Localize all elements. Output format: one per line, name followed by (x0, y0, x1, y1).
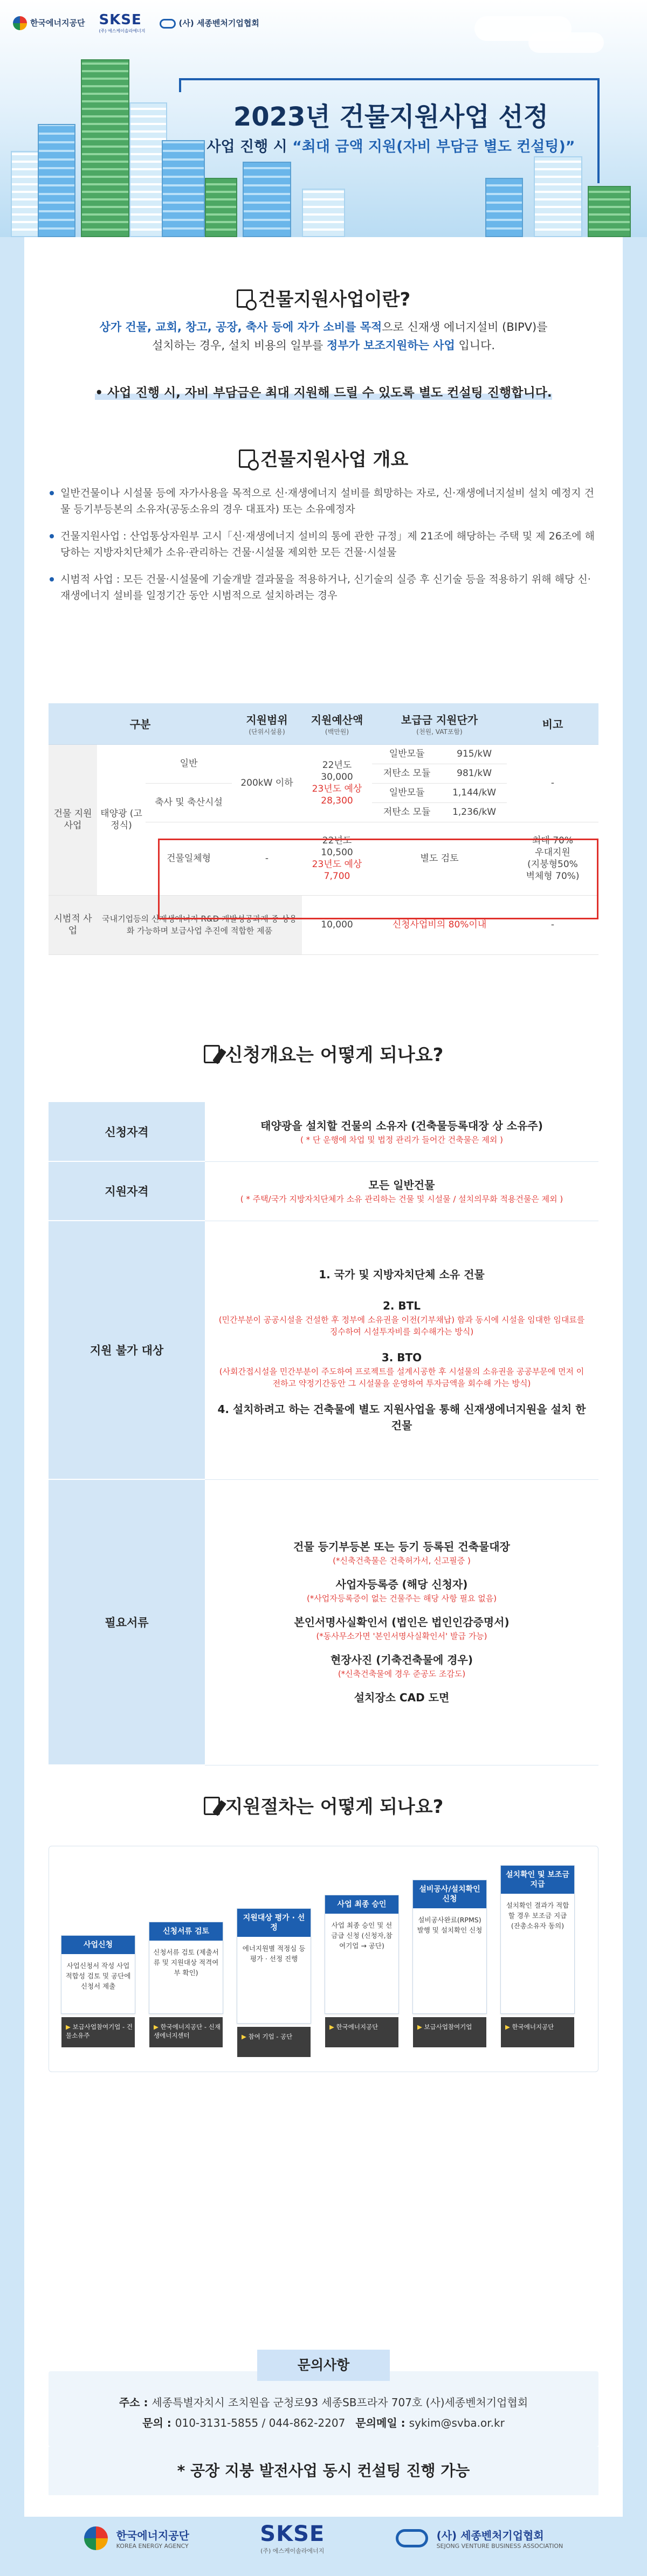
footer-logo-kea: 한국에너지공단 KOREA ENERGY AGENCY (84, 2526, 189, 2550)
contact-phone-email: 문의 : 010-3131-5855 / 044-862-2207 문의메일 : sykim@svba.or.kr (142, 2416, 505, 2429)
process-step: 사업 최종 승인 사업 최종 승인 및 선금급 신청 (신청자,참여기업 → 공단) ▶ 한국에너지공단 (325, 1895, 399, 2014)
list-item: 건물지원사업 : 산업통상자원부 고시「신·재생에너지 설비의 통에 관한 규정」제 21조에 해당하는 주택 및 제 26조에 해당하는 지방자치단체가 소유·관리하는 건물·시설물 제외한 모든 건물·시설물 (49, 528, 598, 560)
application-table (49, 1102, 598, 1765)
table-cell: - (507, 744, 598, 822)
table-cell: 일반모듈 (372, 783, 442, 802)
table-key: 지원자격 (49, 1161, 205, 1221)
document-search-icon (239, 449, 255, 468)
table-cell: 시범적 사업 (49, 895, 97, 954)
logo-kea: 한국에너지공단 (13, 16, 85, 30)
arrow-icon: ▶ (242, 2033, 249, 2040)
main-content-card (24, 237, 623, 2517)
logo-skse: SKSE (주) 에스케이솔라에너지 (99, 12, 146, 33)
cloud-decoration (528, 32, 604, 53)
list-item: 일반건물이나 시설물 등에 자가사용을 목적으로 신·재생에너지 설비를 희망하는 자로, 신·재생에너지설비 설치 예정지 건물 등기부등본의 소유자(공동소유의 경우 대표자) 또는 소유예정자 (49, 485, 598, 517)
header-logos (13, 12, 259, 34)
table-header: 지원예산액 (백만원) (302, 703, 372, 744)
header-banner (0, 0, 647, 237)
table-cell: 981/kW (442, 764, 507, 783)
table-header: 구분 (49, 703, 232, 744)
table-cell: 저탄소 모듈 (372, 802, 442, 822)
table-cell: 915/kW (442, 744, 507, 764)
table-cell: 태양광을 설치할 건물의 소유자 (건축물등록대장 상 소유주) ( * 단 운행에 차업 및 법정 관리가 들어간 건축물은 제외 ) (205, 1102, 598, 1161)
process-step: 신청서류 검토 신청서류 검토 (제출서류 및 지원대상 적격여부 확인) ▶ 한국에너지공단 - 신재생에너지센터 (149, 1922, 223, 2014)
excluded-item: 4. 설치하려고 하는 건축물에 별도 지원사업을 통해 신재생에너지원을 설치 한 건물 (217, 1403, 586, 1432)
table-cell: 모든 일반건물 ( * 주택/국가 지방자치단체가 소유 관리하는 건물 및 시설물 / 설치의무화 적용건물은 제외 ) (205, 1161, 598, 1221)
table-cell: - (507, 895, 598, 954)
table-cell: 건물 등기부등본 또는 등기 등록된 건축물대장 (*신축건축물은 건축허가서, 신고필증 ) 사업자등록증 (해당 신청자) (*사업자등록증이 없는 건물주는 해당 사항 필요 없음) 본인서명사실확인서 (법인은 법인인감증명서) (*동사무소가면 '본인서명사실확인서' 발급 가능) 현장사진 (기축건축물에 경우) (*신축건축물에 경우 준공도 조감도) 설치장소 CAD 도면 (205, 1479, 598, 1765)
process-diagram (49, 1846, 598, 2072)
contact-box (49, 2371, 598, 2447)
edit-note-icon (204, 1797, 220, 1815)
table-row (49, 1161, 598, 1221)
table-cell: 1. 국가 및 지방자치단체 소유 건물 2. BTL (민간부분이 공공시설을 건설한 후 정부에 소유권을 이전(기부채납) 함과 동시에 시설을 임대한 임대료를 징수하여 시설투자비를 회수해가는 방식) 3. BTO (사회간접시설을 민간부분이 주도하여 프로젝트를 설계시공한 후 시설물의 소유권을 공공부문에 먼저 이전하고 약정기간동안 그 시설물을 운영하여 투자금액을 회수해 가는 방식) 4. 설치하려고 하는 건축물에 별도 지원사업을 통해 신재생에너지원을 설치 한 건물 (205, 1221, 598, 1479)
table-cell: 별도 검토 (372, 822, 507, 895)
building-illustration (588, 186, 631, 237)
list-item: 시범적 사업 : 모든 건물·시설물에 기술개발 결과물을 적용하거나, 신기술의 실증 후 신기술 등을 적용하기 위해 해당 신·재생에너지 설비를 일정기간 동안 시범적으로 설치하려는 경우 (49, 571, 598, 604)
building-illustration (205, 178, 237, 237)
email-link[interactable]: sykim@svba.or.kr (409, 2416, 505, 2429)
process-step: 사업신청 사업신청서 작성 사업적합성 검토 및 공단에 신청서 제출 ▶ 보급사업참여기업 - 건물소유주 (61, 1935, 135, 2014)
process-section-title: 지원절차는 어떻게 되나요? (24, 1792, 623, 1818)
kea-logo-icon (84, 2526, 108, 2550)
arrow-icon: ▶ (329, 2023, 336, 2031)
table-cell: 일반모듈 (372, 744, 442, 764)
footer-logo-skse: SKSE (주) 에스케이솔라에너지 (260, 2522, 325, 2554)
excluded-item: 2. BTL (382, 1299, 421, 1312)
overview-section-title: 건물지원사업 개요 (24, 445, 623, 471)
table-cell: 저탄소 모듈 (372, 764, 442, 783)
doc-item: 설치장소 CAD 도면 (354, 1691, 450, 1704)
arrow-icon: ▶ (505, 2023, 512, 2031)
table-cell: 최대 70% 우대지원 (지붕형50% 벽체형 70%) (507, 822, 598, 895)
table-cell: 1,236/kW (442, 802, 507, 822)
footer-logos (49, 2506, 598, 2571)
svba-logo-icon (396, 2529, 428, 2547)
table-header: 비고 (507, 703, 598, 744)
table-cell: 축사 및 축산시설 (146, 783, 232, 822)
table-header: 보급금 지원단가 (천원, VAT포함) (372, 703, 507, 744)
table-cell: 건물 지원 사업 (49, 744, 97, 895)
table-cell: 200kW 이하 (232, 744, 302, 822)
table-cell: 국내기업등의 신재생에너지 R&D 개발성공과제 중 상용화 가능하며 보급사업 추진에 적합한 제품 (97, 895, 302, 954)
final-note: * 공장 지붕 발전사업 동시 컨설팅 진행 가능 (49, 2447, 598, 2495)
document-search-icon (237, 289, 253, 308)
table-row (49, 744, 598, 764)
table-cell: 태양광 (고정식) (97, 744, 146, 895)
doc-item: 현장사진 (기축건축물에 경우) (330, 1653, 473, 1666)
svba-logo-icon (160, 19, 176, 29)
application-section-title: 신청개요는 어떻게 되나요? (24, 1040, 623, 1067)
process-step: 설치확인 및 보조금 지급 설치확인 결과가 적합할 경우 보조금 지급 (잔총소유자 동의) ▶ 한국에너지공단 (500, 1865, 575, 2014)
logo-svba: (사) 세종벤처기업협회 (160, 17, 259, 29)
table-cell: 일반 (146, 744, 232, 783)
table-row (49, 1221, 598, 1479)
process-step: 설비공사/설치확인 신청 설비공사완료(RPMS) 발행 및 설치확인 신청 ▶ 보급사업참여기업 (412, 1880, 487, 2014)
building-illustration (302, 189, 345, 237)
doc-item: 사업자등록증 (해당 신청자) (335, 1578, 468, 1591)
building-illustration (38, 124, 75, 237)
page-title: 2023년 건물지원사업 선정 (233, 102, 549, 132)
table-row (49, 895, 598, 954)
table-cell: 건물일체형 (146, 822, 232, 895)
building-illustration (485, 178, 523, 237)
table-key: 필요서류 (49, 1479, 205, 1765)
arrow-icon: ▶ (417, 2023, 424, 2031)
excluded-item: 1. 국가 및 지방자치단체 소유 건물 (319, 1268, 485, 1281)
table-cell: 신청사업비의 80%이내 (372, 895, 507, 954)
table-cell: 1,144/kW (442, 783, 507, 802)
table-row (49, 1479, 598, 1765)
excluded-item: 3. BTO (381, 1351, 422, 1364)
building-illustration (81, 59, 129, 237)
contact-address: 주소 : 세종특별자치시 조치원읍 군청로93 세종SB프라자 707호 (사)세종벤처기업협회 (119, 2396, 528, 2409)
edit-note-icon (204, 1045, 220, 1063)
contact-label: 문의사항 (257, 2350, 390, 2381)
page-subtitle: 사업 진행 시 “최대 금액 지원(자비 부담금 별도 컨설팅)” (207, 139, 575, 155)
overview-list (49, 485, 598, 614)
arrow-icon: ▶ (66, 2023, 73, 2031)
table-key: 지원 불가 대상 (49, 1221, 205, 1479)
consulting-note: • 사업 진행 시, 자비 부담금은 최대 지원해 드릴 수 있도록 별도 컨설팅 진행합니다. (95, 386, 552, 400)
table-cell: 10,000 (302, 895, 372, 954)
footer-logo-svba: (사) 세종벤처기업협회 SEJONG VENTURE BUSINESS ASSOCIATION (396, 2527, 563, 2550)
table-header: 지원범위 (단위시설용) (232, 703, 302, 744)
table-key: 신청자격 (49, 1102, 205, 1161)
arrow-icon: ▶ (154, 2023, 161, 2031)
doc-item: 본인서명사실확인서 (법인은 법인인감증명서) (294, 1616, 510, 1629)
table-cell: - (232, 822, 302, 895)
table-row (49, 1102, 598, 1161)
table-cell: 22년도 10,500 23년도 예상 7,700 (302, 822, 372, 895)
table-cell: 22년도 30,000 23년도 예상 28,300 (302, 744, 372, 822)
process-step: 지원대상 평가 · 선정 에너지원별 적정심 등 평가 · 선정 진행 ▶ 참여 기업 - 공단 (237, 1908, 311, 2024)
intro-section-title: 건물지원사업이란? (24, 285, 623, 311)
doc-item: 건물 등기부등본 또는 등기 등록된 건축물대장 (293, 1540, 510, 1553)
table-header-row (49, 703, 598, 744)
kea-logo-icon (13, 16, 27, 30)
intro-text: 상가 건물, 교회, 창고, 공장, 축사 등에 자가 소비를 목적으로 신재생 에너지설비 (BIPV)를 설치하는 경우, 설치 비용의 일부를 정부가 보조지원하는 사업 입니다. (99, 321, 548, 352)
support-table (49, 703, 598, 955)
